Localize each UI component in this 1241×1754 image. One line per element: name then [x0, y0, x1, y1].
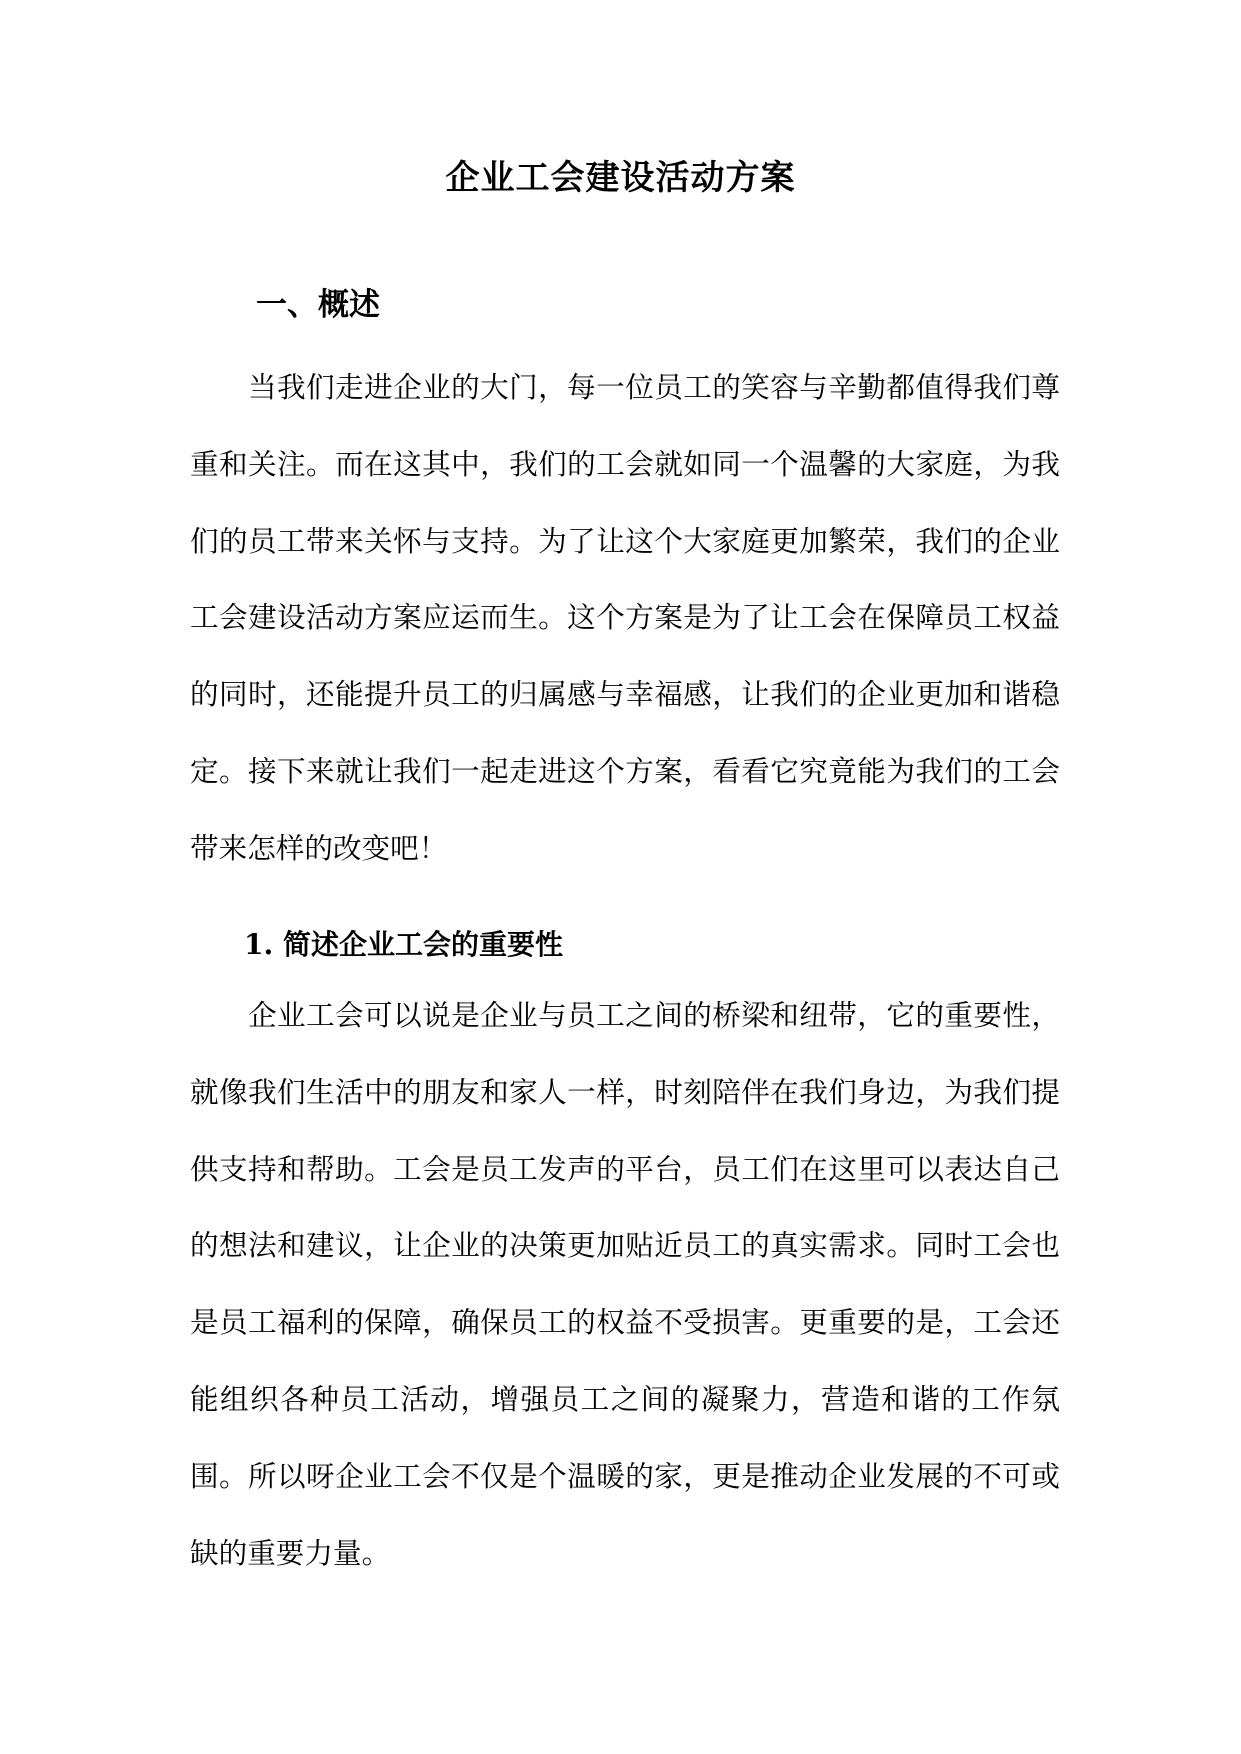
overview-paragraph: 当我们走进企业的大门，每一位员工的笑容与辛勤都值得我们尊重和关注。而在这其中，我们的工会就如同一个温馨的大家庭，为我们的员工带来关怀与支持。为了让这个大家庭更加繁荣，我们的企业工会建设活动方案应运而生。这个方案是为了让工会在保障员工权益的同时，还能提升员工的归属感与幸福感，让我们的企业更加和谐稳定。接下来就让我们一起走进这个方案，看看它究竟能为我们的工会带来怎样的改变吧！ — [190, 370, 1060, 865]
subsection-heading-importance: 1. 简述企业工会的重要性 — [244, 928, 563, 961]
document-title: 企业工会建设活动方案 — [445, 158, 796, 198]
section-heading-overview: 一、概述 — [256, 287, 380, 323]
importance-paragraph: 企业工会可以说是企业与员工之间的桥梁和纽带，它的重要性，就像我们生活中的朋友和家人一样，时刻陪伴在我们身边，为我们提供支持和帮助。工会是员工发声的平台，员工们在这里可以表达自己的想法和建议，让企业的决策更加贴近员工的真实需求。同时工会也是员工福利的保障，确保员工的权益不受损害。更重要的是，工会还能组织各种员工活动，增强员工之间的凝聚力，营造和谐的工作氛围。所以呀企业工会不仅是个温暖的家，更是推动企业发展的不可或缺的重要力量。 — [190, 998, 1060, 1570]
